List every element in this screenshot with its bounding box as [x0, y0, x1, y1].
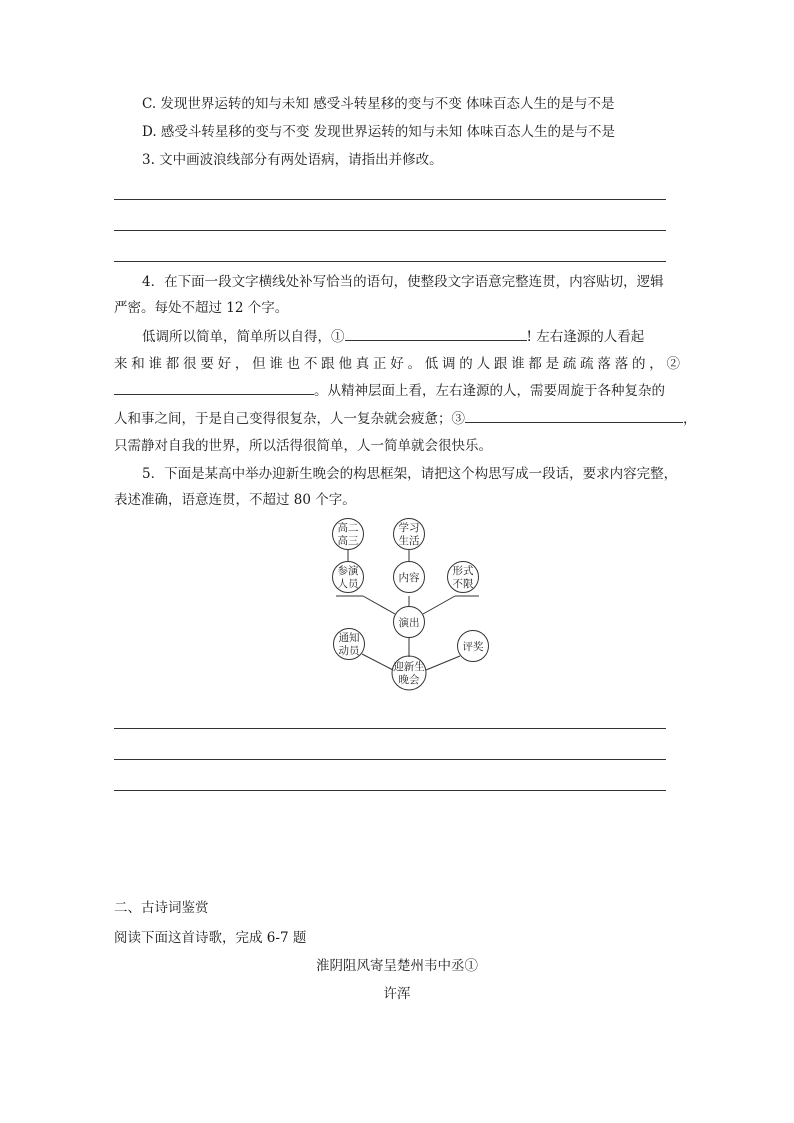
answer-line[interactable]	[114, 199, 666, 200]
poem-title: 淮阴阻风寄呈楚州韦中丞①	[316, 958, 478, 974]
answer-line[interactable]	[114, 759, 666, 760]
node-neirong: 内容	[398, 572, 420, 584]
answer-line[interactable]	[114, 230, 666, 231]
node-xingshi: 不限	[452, 578, 474, 590]
q4-text: 人和事之间，于是自己变得很复杂，人一复杂就会疲惫；③	[114, 411, 465, 427]
q4-paragraph-line1	[142, 326, 644, 347]
node-gaoer: 高三	[337, 535, 359, 547]
q4-paragraph-line4	[114, 408, 697, 429]
concept-tree-diagram	[326, 512, 504, 696]
section-2-instruction: 阅读下面这首诗歌，完成 6-7 题	[114, 930, 307, 946]
q4-text: ，	[683, 411, 697, 427]
answer-line[interactable]	[114, 728, 666, 729]
fill-blank-2[interactable]	[114, 380, 314, 395]
q4-text: 低调所以简单，简单所以自得，①	[142, 329, 345, 345]
option-d: D. 感受斗转星移的变与不变 发现世界运转的知与未知 体味百态人生的是与不是	[142, 124, 616, 140]
fill-blank-1[interactable]	[345, 326, 527, 341]
question-5-line1: 5．下面是某高中举办迎新生晚会的构思框架，请把这个构思写成一段话，要求内容完整，	[142, 466, 678, 482]
q4-text: 。从精神层面上看，左右逢源的人，需要周旋于各种复杂的	[314, 383, 665, 399]
node-xuexi: 学习	[398, 522, 420, 534]
node-pingjiang: 评奖	[462, 641, 484, 653]
poem-author: 许浑	[383, 986, 411, 1002]
section-2-heading: 二、古诗词鉴赏	[114, 900, 209, 916]
q4-paragraph-line3	[114, 380, 665, 401]
node-tongzhi: 通知	[338, 632, 360, 644]
fill-blank-3[interactable]	[465, 408, 683, 423]
node-xingshi: 形式	[452, 565, 474, 577]
question-5-line2: 表述准确，语意连贯，不超过 80 个字。	[114, 492, 356, 508]
node-canyan: 参演	[337, 565, 359, 577]
q4-paragraph-line2: 来和谁都很要好，但谁也不跟他真正好。低调的人跟谁都是疏疏落落的，②	[114, 356, 680, 372]
option-c: C. 发现世界运转的知与未知 感受斗转星移的变与不变 体味百态人生的是与不是	[142, 96, 615, 112]
question-4-line2: 严密。每处不超过 12 个字。	[114, 300, 289, 316]
answer-line[interactable]	[114, 790, 666, 791]
answer-line[interactable]	[114, 261, 666, 262]
node-gaoer: 高二	[337, 522, 359, 534]
q4-text: ! 左右逢源的人看起	[526, 329, 645, 345]
node-xuexi: 生活	[398, 535, 420, 547]
node-canyan: 人员	[337, 578, 359, 590]
node-tongzhi: 动员	[338, 645, 360, 657]
node-yanchu: 演出	[398, 617, 420, 629]
node-yingxin: 迎新生	[393, 661, 425, 673]
question-3: 3. 文中画波浪线部分有两处语病，请指出并修改。	[142, 152, 443, 168]
question-4-line1: 4．在下面一段文字横线处补写恰当的语句，使整段文字语意完整连贯，内容贴切，逻辑	[142, 274, 664, 290]
node-yingxin: 晚会	[398, 674, 420, 686]
q4-paragraph-line5: 只需静对自我的世界，所以活得很简单，人一简单就会很快乐。	[114, 438, 492, 454]
